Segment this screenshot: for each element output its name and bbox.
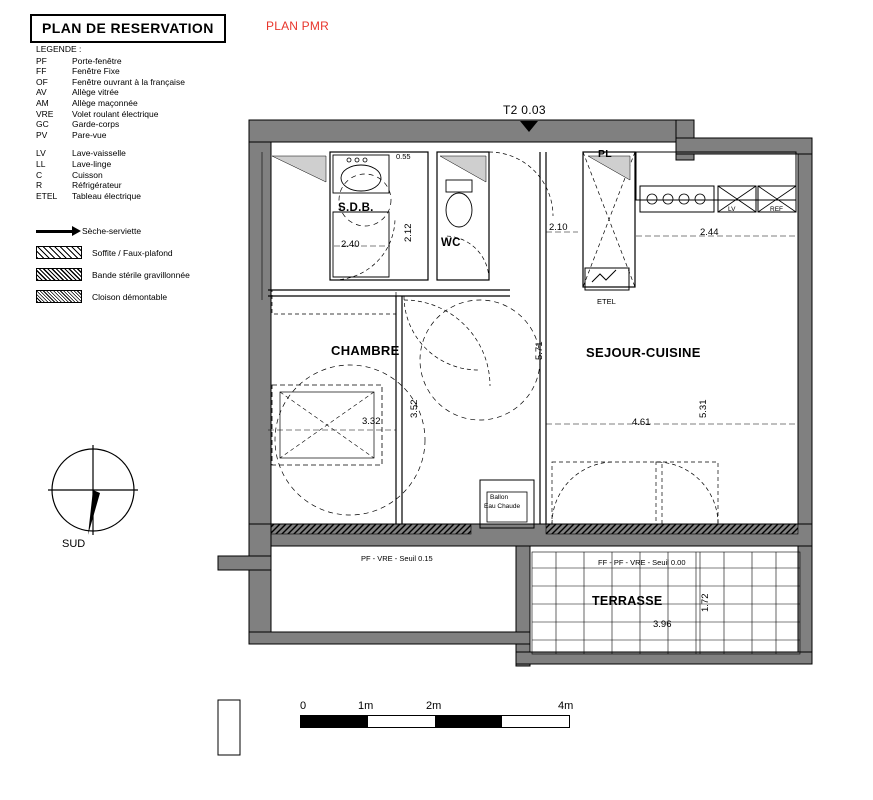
legend-key: LL bbox=[36, 158, 46, 169]
legend-key: VRE bbox=[36, 108, 54, 119]
dimension-sdb-small: 0.55 bbox=[396, 152, 411, 161]
legend-label: Réfrigérateur bbox=[72, 180, 122, 191]
annotation-refrigerateur: REF bbox=[770, 206, 783, 213]
dimension-chambre-height: 3.52 bbox=[409, 399, 420, 418]
scale-label-4m: 4m bbox=[558, 700, 574, 712]
annotation-lave-vaisselle: LV bbox=[728, 206, 736, 213]
dimension-sejour-height: 5.31 bbox=[698, 399, 709, 418]
plan-type-label: PLAN PMR bbox=[266, 19, 329, 33]
dimension-kitchen-width: 2.44 bbox=[700, 227, 719, 238]
legend-key: PV bbox=[36, 129, 48, 140]
dimension-sejour-width: 4.61 bbox=[632, 417, 651, 428]
dimension-chambre-width: 3.32 bbox=[362, 416, 381, 427]
annotation-seuil-chambre: PF - VRE - Seuil 0.15 bbox=[361, 554, 433, 563]
room-label-sdb: S.D.B. bbox=[338, 202, 374, 214]
scale-bar-graphic bbox=[300, 715, 570, 728]
legend-label: Pare-vue bbox=[72, 129, 107, 140]
scale-bar bbox=[300, 700, 574, 728]
annotation-eau-chaude: Eau Chaude bbox=[484, 503, 521, 510]
room-label-wc: WC bbox=[441, 237, 461, 249]
legend-key: R bbox=[36, 180, 43, 191]
scale-label-2m: 2m bbox=[426, 700, 442, 712]
legend-label: Garde-corps bbox=[72, 119, 120, 130]
annotation-ballon: Ballon bbox=[490, 494, 509, 501]
unit-reference-label: T2 0.03 bbox=[503, 103, 546, 117]
room-label-chambre: CHAMBRE bbox=[331, 343, 400, 358]
legend-symbol-label: Soffite / Faux-plafond bbox=[92, 247, 173, 258]
legend-key: LV bbox=[36, 148, 46, 159]
legend-label: Fenêtre ouvrant à la française bbox=[72, 76, 185, 87]
legend-label: Lave-vaisselle bbox=[72, 148, 126, 159]
legend-symbol-label: Bande stérile gravillonnée bbox=[92, 269, 190, 280]
room-label-placard: PL bbox=[598, 148, 613, 160]
legend-symbol-label: Sèche-serviette bbox=[82, 225, 142, 236]
legend-key: C bbox=[36, 169, 43, 180]
legend-label: Lave-linge bbox=[72, 158, 112, 169]
legend-symbol-label: Cloison démontable bbox=[92, 291, 168, 302]
legend-label: Porte-fenêtre bbox=[72, 55, 122, 66]
room-label-terrasse: TERRASSE bbox=[592, 594, 663, 608]
annotation-etel: ETEL bbox=[597, 297, 616, 306]
legend-key: AV bbox=[36, 87, 47, 98]
page-title-text: PLAN DE RESERVATION bbox=[42, 20, 214, 36]
legend-label: Cuisson bbox=[72, 169, 103, 180]
entry-arrow-icon bbox=[520, 121, 538, 132]
dimension-terrasse-height: 1.72 bbox=[700, 593, 711, 612]
compass-label: SUD bbox=[62, 538, 86, 550]
dimension-hall-height: 5.71 bbox=[534, 341, 545, 360]
legend-key: PF bbox=[36, 55, 47, 66]
dimension-terrasse-width: 3.96 bbox=[653, 619, 672, 630]
legend-label: Tableau électrique bbox=[72, 190, 141, 201]
dimension-sdb-width: 2.40 bbox=[341, 239, 360, 250]
scale-label-0: 0 bbox=[300, 700, 307, 712]
legend-label: Volet roulant électrique bbox=[72, 108, 159, 119]
legend-label: Allège maçonnée bbox=[72, 97, 138, 108]
annotation-seuil-sejour: FF - PF - VRE - Seuil 0.00 bbox=[598, 558, 686, 567]
legend-key: AM bbox=[36, 97, 49, 108]
legend-label: Fenêtre Fixe bbox=[72, 66, 120, 77]
legend-key: GC bbox=[36, 119, 49, 130]
dimension-entry-width: 2.10 bbox=[549, 222, 568, 233]
scale-label-1m: 1m bbox=[358, 700, 374, 712]
legend-key: ETEL bbox=[36, 190, 58, 201]
legend-key: FF bbox=[36, 66, 47, 77]
dimension-sdb-height: 2.12 bbox=[403, 223, 414, 242]
legend-heading: LEGENDE : bbox=[36, 44, 82, 54]
legend-key: OF bbox=[36, 76, 48, 87]
room-label-sejour-cuisine: SEJOUR-CUISINE bbox=[586, 345, 701, 360]
legend-label: Allège vitrée bbox=[72, 87, 119, 98]
